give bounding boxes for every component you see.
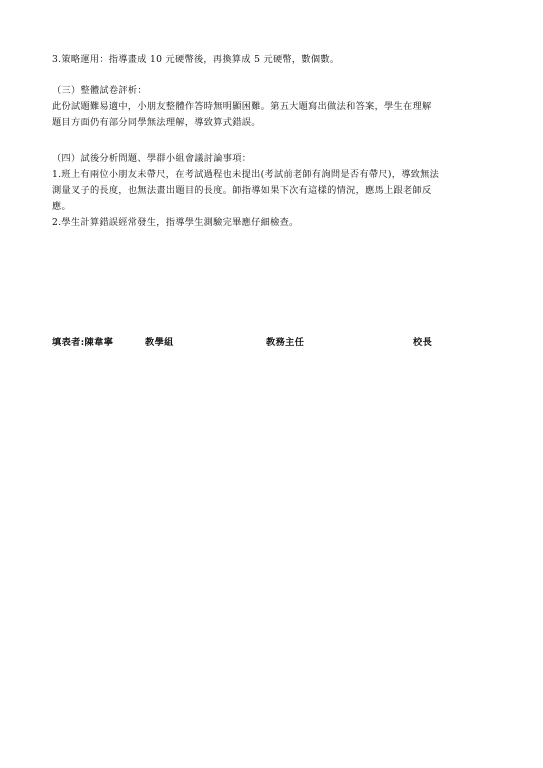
overall-heading: （三）整體試卷評析：: [52, 85, 147, 96]
analysis-heading: （四）試後分析問題、學群小組會議討論事項：: [52, 153, 252, 164]
analysis-item1-line-3: 應。: [52, 201, 71, 212]
analysis-item1-line-1: 1.班上有兩位小朋友未帶尺，在考試過程也未提出(考試前老師有詢問是否有帶尺)，導致無法: [52, 169, 440, 180]
overall-line-1: 此份試題難易適中，小朋友整體作答時無明顯困難。第五大題寫出做法和答案，學生在理解: [52, 101, 432, 112]
signature-teaching-group: 教學組: [145, 337, 174, 348]
strategy-line: 3.策略運用：指導畫成 10 元硬幣後，再換算成 5 元硬幣，數個數。: [52, 54, 340, 65]
analysis-item1-line-2: 測量叉子的長度，也無法畫出題目的長度。師指導如果下次有這樣的情況，應馬上跟老師反: [52, 185, 432, 196]
signature-filler: 填表者:陳韋寧: [52, 337, 114, 348]
signature-principal: 校長: [413, 337, 433, 348]
overall-line-2: 題目方面仍有部分同學無法理解，導致算式錯誤。: [52, 117, 261, 128]
analysis-item2: 2.學生計算錯誤經常發生，指導學生測驗完畢應仔細檢查。: [52, 217, 299, 228]
signature-academic-director: 教務主任: [266, 337, 305, 348]
